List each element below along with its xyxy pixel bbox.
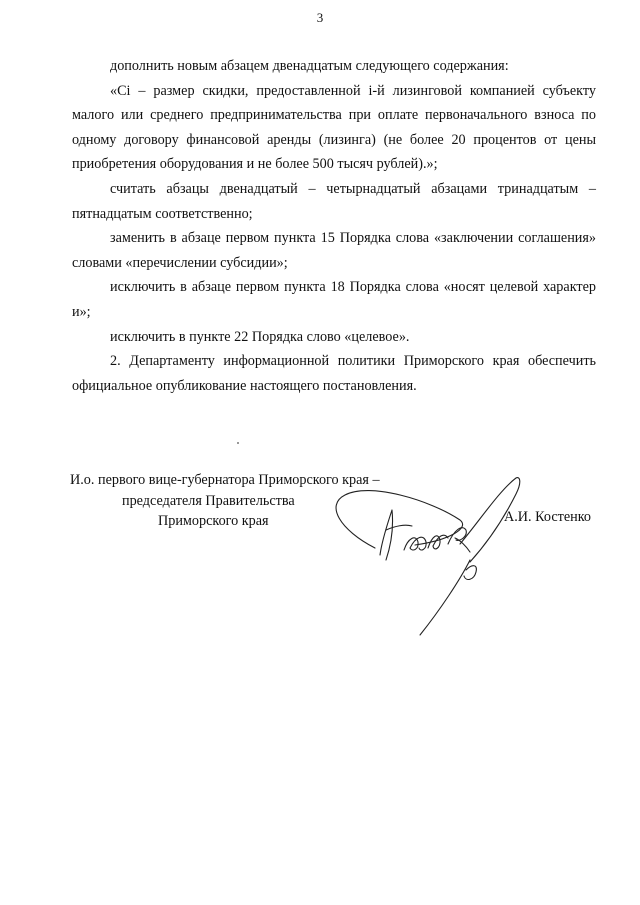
page-number: 3 <box>316 10 324 25</box>
scan-dot <box>237 442 239 444</box>
document-body <box>72 54 596 398</box>
paragraph: дополнить новым абзацем двенадцатым следующего содержания: <box>110 58 509 74</box>
paragraph: считать абзацы двенадцатый – четырнадцатый абзацами тринадцатым – пятнадцатым соответственно; <box>72 180 596 222</box>
position-line: Приморского края <box>158 513 269 529</box>
position-line: И.о. первого вице-губернатора Приморского края – <box>70 472 380 488</box>
handwritten-signature <box>320 460 540 640</box>
position-line: председателя Правительства <box>122 492 295 509</box>
signer-name: А.И. Костенко <box>504 509 591 525</box>
paragraph: 2. Департаменту информационной политики Приморского края обеспечить официальное опубликование настоящего постановления. <box>72 353 596 394</box>
paragraph: исключить в абзаце первом пункта 18 Порядка слова «носят целевой характер и»; <box>72 279 596 320</box>
paragraph: исключить в пункте 22 Порядка слово «целевое». <box>110 328 410 345</box>
paragraph: «Ci – размер скидки, предоставленной i-й лизинговой компанией субъекту малого или среднего предпринимательства при оплате первоначального взноса по одному договору финансовой аренды (лизинга) (не более 20 процентов от цены приобретения оборудования и не более 500 тысяч рублей).»; <box>72 82 596 173</box>
paragraph: заменить в абзаце первом пункта 15 Порядка слова «заключении соглашения» словами «перечислении субсидии»; <box>72 230 596 271</box>
